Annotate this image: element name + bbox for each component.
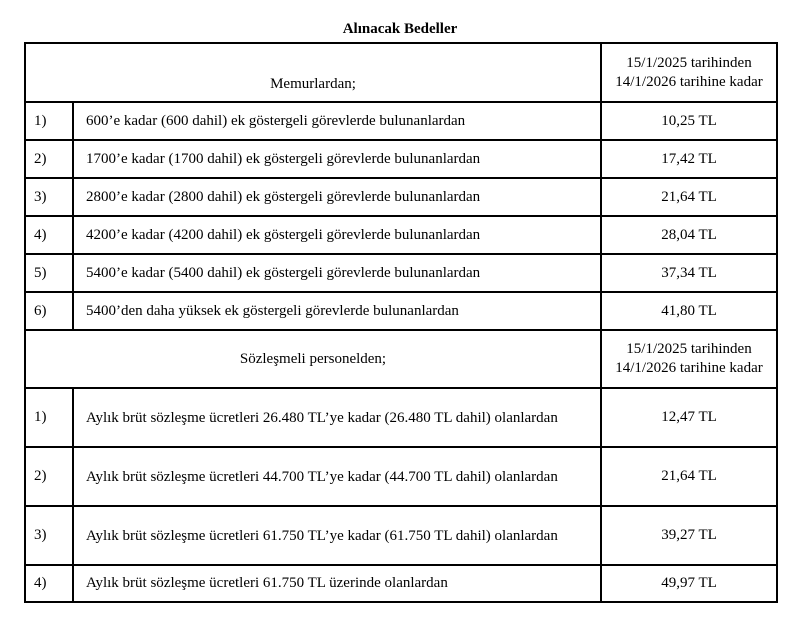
row-amount: 49,97 TL: [601, 565, 777, 602]
period-start: 15/1/2025 tarihinden: [626, 54, 752, 71]
row-description: Aylık brüt sözleşme ücretleri 61.750 TL üzerinde olanlardan: [73, 565, 601, 602]
table-row: [25, 102, 777, 140]
row-amount: 28,04 TL: [601, 216, 777, 254]
period-header: [601, 43, 777, 102]
row-description: 2800’e kadar (2800 dahil) ek göstergeli görevlerde bulunanlardan: [73, 178, 601, 216]
row-number: 3): [25, 178, 73, 216]
row-amount: 41,80 TL: [601, 292, 777, 330]
row-description: Aylık brüt sözleşme ücretleri 44.700 TL’ye kadar (44.700 TL dahil) olanlardan: [73, 447, 601, 506]
table-row: [25, 506, 777, 565]
row-amount: 12,47 TL: [601, 388, 777, 447]
row-number: 3): [25, 506, 73, 565]
row-amount: 21,64 TL: [601, 447, 777, 506]
table-row: [25, 216, 777, 254]
period-end: 14/1/2026 tarihine kadar: [615, 73, 763, 90]
table-row: [25, 140, 777, 178]
fees-table: [24, 42, 778, 603]
row-number: 2): [25, 140, 73, 178]
row-number: 6): [25, 292, 73, 330]
row-description: Aylık brüt sözleşme ücretleri 26.480 TL’ye kadar (26.480 TL dahil) olanlardan: [73, 388, 601, 447]
section-header-label: Memurlardan;: [25, 43, 601, 102]
row-description: 1700’e kadar (1700 dahil) ek göstergeli görevlerde bulunanlardan: [73, 140, 601, 178]
period-header: [601, 330, 777, 388]
row-amount: 39,27 TL: [601, 506, 777, 565]
period-end: 14/1/2026 tarihine kadar: [615, 360, 763, 376]
row-number: 1): [25, 102, 73, 140]
table-row: [25, 447, 777, 506]
table-row: [25, 178, 777, 216]
section-header-label: Sözleşmeli personelden;: [25, 330, 601, 388]
row-amount: 37,34 TL: [601, 254, 777, 292]
row-amount: 10,25 TL: [601, 102, 777, 140]
table-row: [25, 388, 777, 447]
row-description: 5400’e kadar (5400 dahil) ek göstergeli görevlerde bulunanlardan: [73, 254, 601, 292]
section-header-row: [25, 330, 777, 388]
period-start: 15/1/2025 tarihinden: [626, 341, 752, 357]
row-amount: 17,42 TL: [601, 140, 777, 178]
row-description: 600’e kadar (600 dahil) ek göstergeli görevlerde bulunanlardan: [73, 102, 601, 140]
row-number: 4): [25, 216, 73, 254]
row-number: 4): [25, 565, 73, 602]
row-number: 2): [25, 447, 73, 506]
row-amount: 21,64 TL: [601, 178, 777, 216]
row-description: Aylık brüt sözleşme ücretleri 61.750 TL’ye kadar (61.750 TL dahil) olanlardan: [73, 506, 601, 565]
row-description: 4200’e kadar (4200 dahil) ek göstergeli görevlerde bulunanlardan: [73, 216, 601, 254]
section-header-row: [25, 43, 777, 102]
row-number: 1): [25, 388, 73, 447]
document-title: Alınacak Bedeller: [342, 21, 458, 37]
table-row: [25, 292, 777, 330]
table-row: [25, 565, 777, 602]
row-number: 5): [25, 254, 73, 292]
row-description: 5400’den daha yüksek ek göstergeli görevlerde bulunanlardan: [73, 292, 601, 330]
table-row: [25, 254, 777, 292]
